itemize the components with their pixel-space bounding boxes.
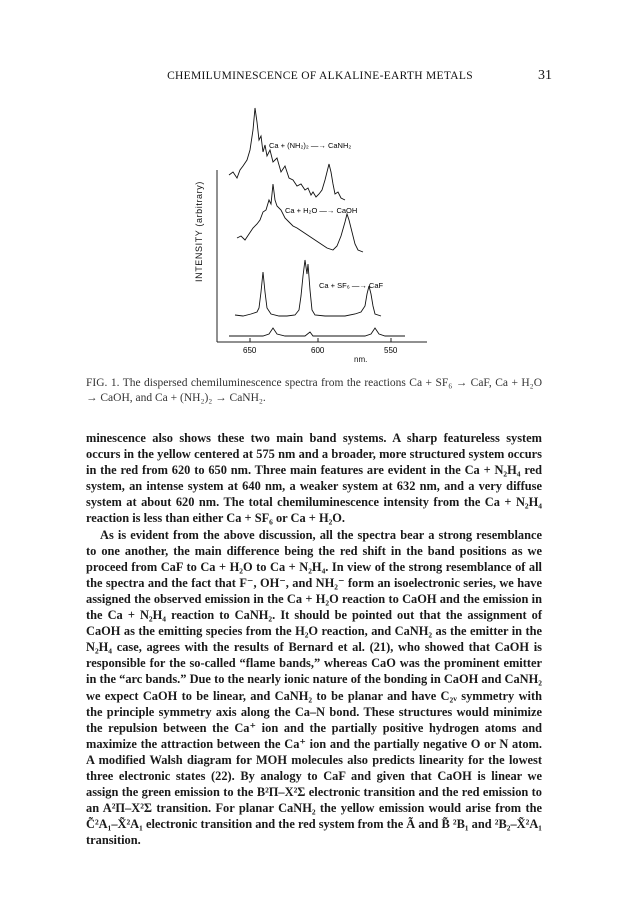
body-text bbox=[86, 430, 542, 848]
page-number: 31 bbox=[538, 68, 552, 83]
trace-canh2 bbox=[229, 108, 345, 200]
tick-label-650: 650 bbox=[243, 346, 257, 355]
paragraph-2: As is evident from the above discussion, all the spectra bear a strong resemblance to one another, the main difference being the red shift in the band positions as we proceed from CaF to Ca + H₂O to Ca + N₂H₄. In view of the strong resemblance of all the spectra and the fact that F⁻, OH⁻, and NH₂⁻ form an isoelectronic series, we have assigned the observed emission in the Ca + H₂O reaction to CaOH and the emission in the Ca + N₂H₄ reaction to CaNH₂. It should be pointed out that the assignment of CaOH as the emitting species from the H₂O reaction, and CaNH₂ as the emitter in the N₂H₄ case, agrees with the results of Bernard et al. (21), who showed that CaOH is responsible for the so-called “flame bands,” whereas CaO was the prominent emitter in the “arc bands.” Due to the nearly ionic nature of the bonding in CaOH and CaNH₂ we expect CaOH to be linear, and CaNH₂ to be planar and have C₂ᵥ symmetry with the principle symmetry axis along the Ca–N bond. These structures would minimize the repulsion between the Ca⁺ ion and the partially positive hydrogen atoms and maximize the attraction between the Ca⁺ ion and the partially negative O or N atom. A modified Walsh diagram for MOH molecules also predicts linearity for the lowest three electronic states (22). By analogy to CaF and given that CaOH is linear we assign the green emission to the B²Π–X²Σ electronic transition and the red emission to an A²Π–X²Σ transition. For planar CaNH₂ the yellow emission would arise from the C̃²A₁–X̃²A₁ electronic transition and the red system from the Ã and B̃ ²B₁ and ²B₂–X̃²A₁ transition. bbox=[86, 527, 542, 848]
x-axis-unit: nm. bbox=[354, 355, 368, 364]
spectra-figure bbox=[195, 100, 435, 360]
running-header: CHEMILUMINESCENCE OF ALKALINE-EARTH METALS bbox=[167, 70, 473, 82]
trace-caoh bbox=[237, 184, 363, 252]
trace-label-caoh: Ca + H₂O —→ CaOH bbox=[285, 206, 358, 215]
y-axis-label: INTENSITY (arbitrary) bbox=[194, 181, 204, 282]
tick-label-550: 550 bbox=[384, 346, 398, 355]
trace-caf-baseline bbox=[229, 328, 405, 336]
trace-label-canh2: Ca + (NH₂)₂ —→ CaNH₂ bbox=[269, 141, 352, 150]
figure-caption: FIG. 1. The dispersed chemiluminescence spectra from the reactions Ca + SF₆ → CaF, Ca + H₂O → CaOH, and Ca + (NH₂)₂ → CaNH₂. bbox=[86, 377, 542, 404]
tick-label-600: 600 bbox=[311, 346, 325, 355]
paragraph-1: minescence also shows these two main band systems. A sharp featureless system occurs in the yellow centered at 575 nm and a broader, more structured system occurs in the red from 620 to 650 nm. Three main features are evident in the Ca + N₂H₄ red system, an intense system at 640 nm, a weaker system at 632 nm, and a very diffuse system at about 620 nm. The total chemiluminescence intensity from the Ca + N₂H₄ reaction is less than either Ca + SF₆ or Ca + H₂O. bbox=[86, 431, 542, 526]
trace-label-caf: Ca + SF₆ —→ CaF bbox=[319, 281, 384, 290]
